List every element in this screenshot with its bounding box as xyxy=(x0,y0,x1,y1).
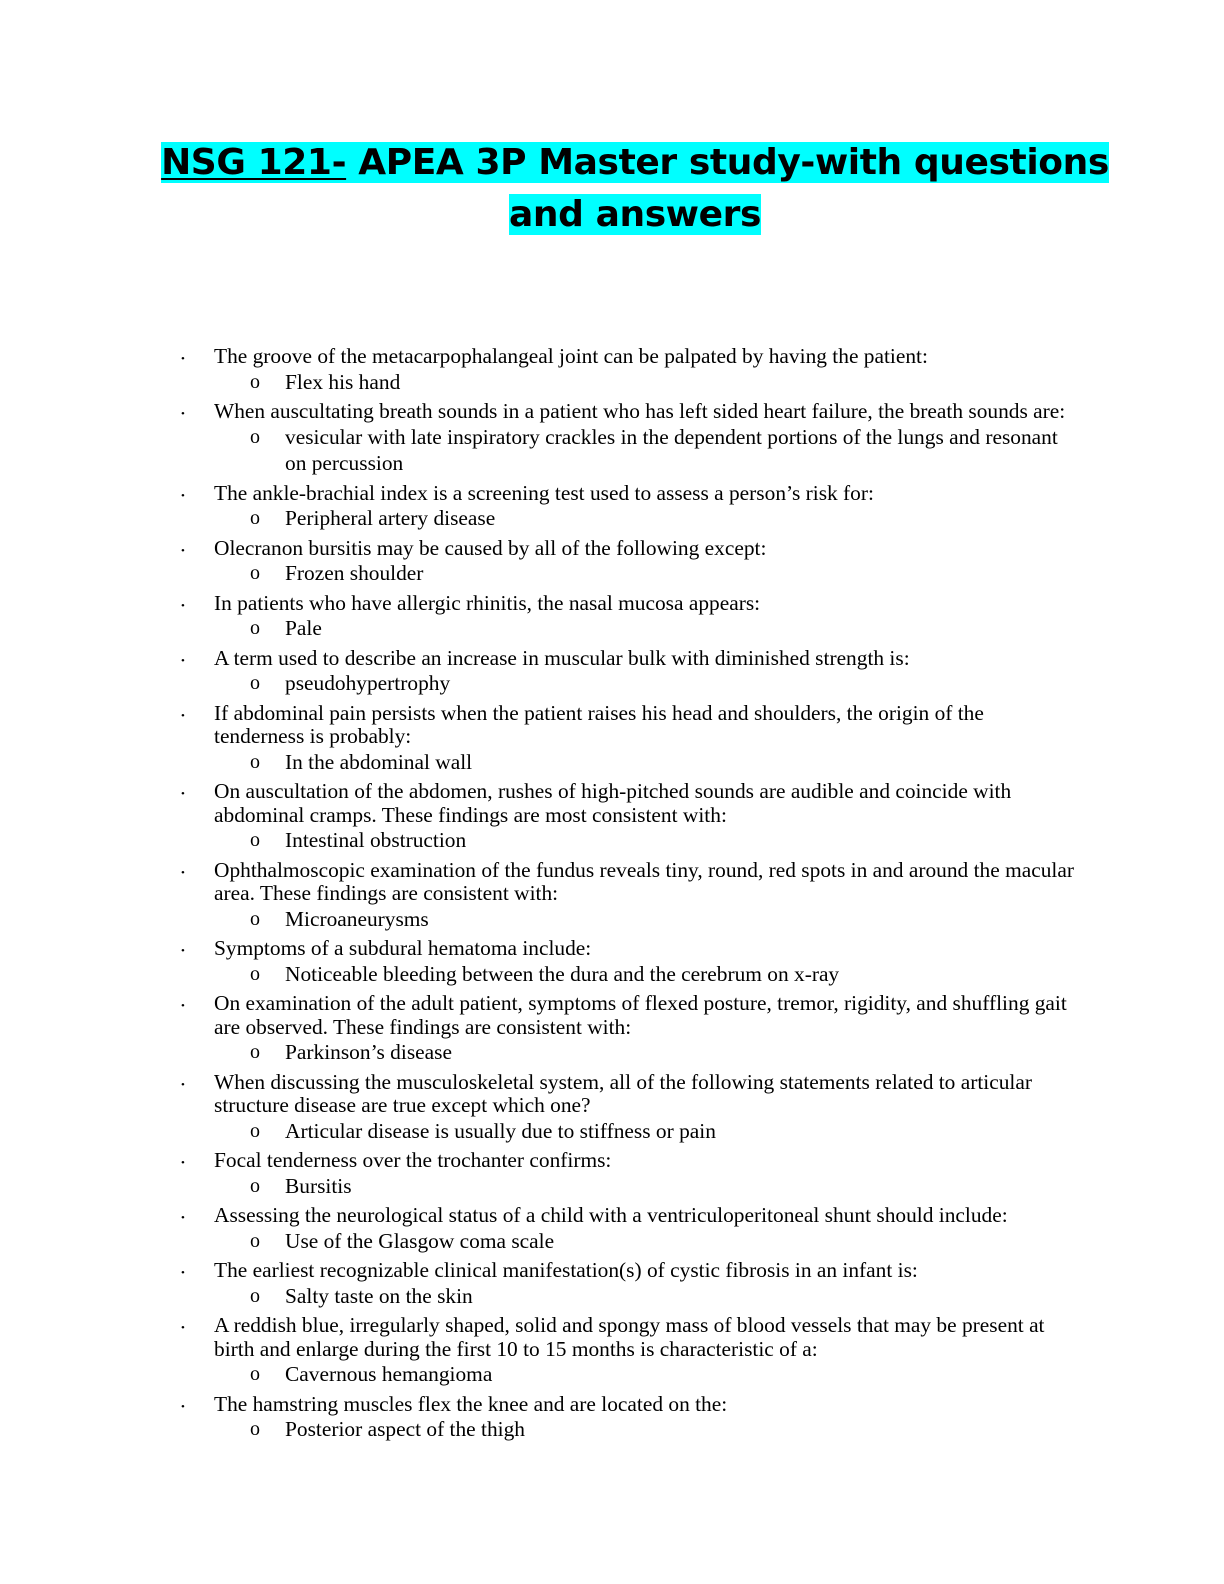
bullet-icon: • xyxy=(181,1000,185,1012)
question-list xyxy=(0,345,1224,1448)
question-text: In patients who have allergic rhinitis, the nasal mucosa appears: xyxy=(214,590,761,615)
circle-bullet-icon: o xyxy=(250,370,260,393)
question xyxy=(0,345,1074,369)
course-code: NSG 121- xyxy=(161,142,347,183)
answer xyxy=(0,827,1070,854)
answer xyxy=(0,961,1070,988)
circle-bullet-icon: o xyxy=(250,1119,260,1142)
question xyxy=(0,937,1074,961)
circle-bullet-icon: o xyxy=(250,507,260,529)
answer xyxy=(0,906,1070,933)
bullet-icon: • xyxy=(181,1400,185,1413)
bullet-icon: • xyxy=(181,599,185,612)
list-item xyxy=(0,1071,1224,1145)
question xyxy=(0,780,1074,827)
question xyxy=(0,1071,1074,1118)
answer xyxy=(0,749,1070,776)
question xyxy=(0,702,1074,749)
page-title xyxy=(120,137,1150,241)
question xyxy=(0,1149,1074,1173)
circle-bullet-icon: o xyxy=(250,962,260,985)
answer-text: Parkinson’s disease xyxy=(285,1040,452,1064)
circle-bullet-icon: o xyxy=(250,425,260,448)
bullet-icon: • xyxy=(181,709,185,722)
bullet-icon: • xyxy=(181,654,185,667)
answer-text: pseudohypertrophy xyxy=(285,671,451,695)
question-text: Assessing the neurological status of a child with a ventriculoperitoneal shunt should include: xyxy=(214,1203,1008,1227)
circle-bullet-icon: o xyxy=(250,1041,260,1063)
answer xyxy=(0,369,1070,396)
bullet-icon: • xyxy=(181,489,185,502)
question-text: The groove of the metacarpophalangeal joint can be palpated by having the patient: xyxy=(214,344,928,368)
question xyxy=(0,592,1074,616)
question-text: The ankle-brachial index is a screening test used to assess a person’s risk for: xyxy=(214,480,874,505)
question-text: When discussing the musculoskeletal system, all of the following statements related to articular structure disease are true except which one? xyxy=(214,1069,1032,1117)
bullet-icon: • xyxy=(181,1322,185,1334)
circle-bullet-icon: o xyxy=(250,1174,260,1197)
list-item xyxy=(0,647,1224,697)
list-item xyxy=(0,937,1224,987)
circle-bullet-icon: o xyxy=(250,1418,260,1440)
bullet-icon: • xyxy=(181,945,185,957)
list-item xyxy=(0,702,1224,776)
question-text: If abdominal pain persists when the patient raises his head and shoulders, the origin of the tenderness is probably: xyxy=(214,700,984,748)
answer-text: Flex his hand xyxy=(285,369,401,394)
answer xyxy=(0,1228,1070,1255)
answer xyxy=(0,1173,1070,1200)
question xyxy=(0,1204,1074,1228)
question-text: On examination of the adult patient, symptoms of flexed posture, tremor, rigidity, and shuffling gait are observed. These findings are consistent with: xyxy=(214,991,1067,1039)
question-text: Olecranon bursitis may be caused by all of the following except: xyxy=(214,535,767,560)
question xyxy=(0,1314,1074,1361)
bullet-icon: • xyxy=(181,788,185,800)
question-text: The earliest recognizable clinical manifestation(s) of cystic fibrosis in an infant is: xyxy=(214,1258,918,1282)
bullet-icon: • xyxy=(181,1267,185,1279)
bullet-icon: • xyxy=(181,1157,185,1169)
list-item xyxy=(0,537,1224,587)
answer-text: Articular disease is usually due to stiffness or pain xyxy=(285,1118,716,1143)
answer xyxy=(0,615,1070,642)
question-text: A reddish blue, irregularly shaped, solid and spongy mass of blood vessels that may be present at birth and enlarge during the first 10 to 15 months is characteristic of a: xyxy=(214,1313,1045,1361)
answer-text: Microaneurysms xyxy=(285,906,429,931)
answer-text: Noticeable bleeding between the dura and the cerebrum on x-ray xyxy=(285,961,840,986)
list-item xyxy=(0,345,1224,395)
question xyxy=(0,992,1074,1039)
circle-bullet-icon: o xyxy=(250,750,260,773)
question xyxy=(0,537,1074,561)
list-item xyxy=(0,992,1224,1066)
answer xyxy=(0,1283,1070,1310)
list-item xyxy=(0,1314,1224,1388)
answer-text: Peripheral artery disease xyxy=(285,506,496,530)
bullet-icon: • xyxy=(181,1078,185,1091)
question xyxy=(0,1393,1074,1417)
list-item xyxy=(0,780,1224,854)
question-text: When auscultating breath sounds in a patient who has left sided heart failure, the breath sounds are: xyxy=(214,399,1066,423)
circle-bullet-icon: o xyxy=(250,562,260,584)
question-text: Ophthalmoscopic examination of the fundus reveals tiny, round, red spots in and around the macular area. These findings are consistent with: xyxy=(214,857,1074,905)
list-item xyxy=(0,592,1224,642)
circle-bullet-icon: o xyxy=(250,1363,260,1385)
answer-text: In the abdominal wall xyxy=(285,749,473,774)
list-item xyxy=(0,1204,1224,1254)
list-item xyxy=(0,482,1224,532)
question xyxy=(0,400,1074,424)
circle-bullet-icon: o xyxy=(250,829,260,851)
question-text: On auscultation of the abdomen, rushes of high-pitched sounds are audible and coincide with abdominal cramps. These findings are most consistent with: xyxy=(214,779,1012,827)
list-item xyxy=(0,1393,1224,1443)
bullet-icon: • xyxy=(181,544,185,557)
answer-text: vesicular with late inspiratory crackles in the dependent portions of the lungs and resonant on percussion xyxy=(285,424,1058,475)
question-text: Focal tenderness over the trochanter confirms: xyxy=(214,1148,612,1172)
answer xyxy=(0,1118,1070,1145)
question-text: The hamstring muscles flex the knee and are located on the: xyxy=(214,1391,728,1416)
answer-text: Use of the Glasgow coma scale xyxy=(285,1228,555,1253)
answer-text: Intestinal obstruction xyxy=(285,828,467,852)
circle-bullet-icon: o xyxy=(250,672,260,694)
circle-bullet-icon: o xyxy=(250,617,260,639)
answer xyxy=(0,1039,1070,1066)
answer xyxy=(0,424,1070,477)
list-item xyxy=(0,400,1224,477)
answer xyxy=(0,670,1070,697)
bullet-icon: • xyxy=(181,1212,185,1224)
question xyxy=(0,859,1074,906)
circle-bullet-icon: o xyxy=(250,1284,260,1307)
answer-text: Frozen shoulder xyxy=(285,561,424,585)
bullet-icon: • xyxy=(181,866,185,879)
list-item xyxy=(0,859,1224,933)
answer xyxy=(0,1361,1070,1388)
answer-text: Salty taste on the skin xyxy=(285,1283,473,1308)
answer-text: Bursitis xyxy=(285,1173,352,1198)
answer xyxy=(0,560,1070,587)
answer xyxy=(0,505,1070,532)
list-item xyxy=(0,1149,1224,1199)
title-line-1 xyxy=(161,142,1109,183)
title-line-1-text: APEA 3P Master study-with questions xyxy=(346,142,1109,183)
answer-text: Posterior aspect of the thigh xyxy=(285,1417,525,1441)
answer-text: Cavernous hemangioma xyxy=(285,1362,493,1386)
circle-bullet-icon: o xyxy=(250,907,260,930)
question-text: Symptoms of a subdural hematoma include: xyxy=(214,936,592,960)
circle-bullet-icon: o xyxy=(250,1229,260,1252)
answer xyxy=(0,1416,1070,1443)
bullet-icon: • xyxy=(181,408,185,420)
question xyxy=(0,647,1074,671)
question xyxy=(0,1259,1074,1283)
answer-text: Pale xyxy=(285,616,322,640)
title-line-2: and answers xyxy=(508,194,762,235)
bullet-icon: • xyxy=(181,353,185,365)
question xyxy=(0,482,1074,506)
question-text: A term used to describe an increase in muscular bulk with diminished strength is: xyxy=(214,645,910,670)
list-item xyxy=(0,1259,1224,1309)
